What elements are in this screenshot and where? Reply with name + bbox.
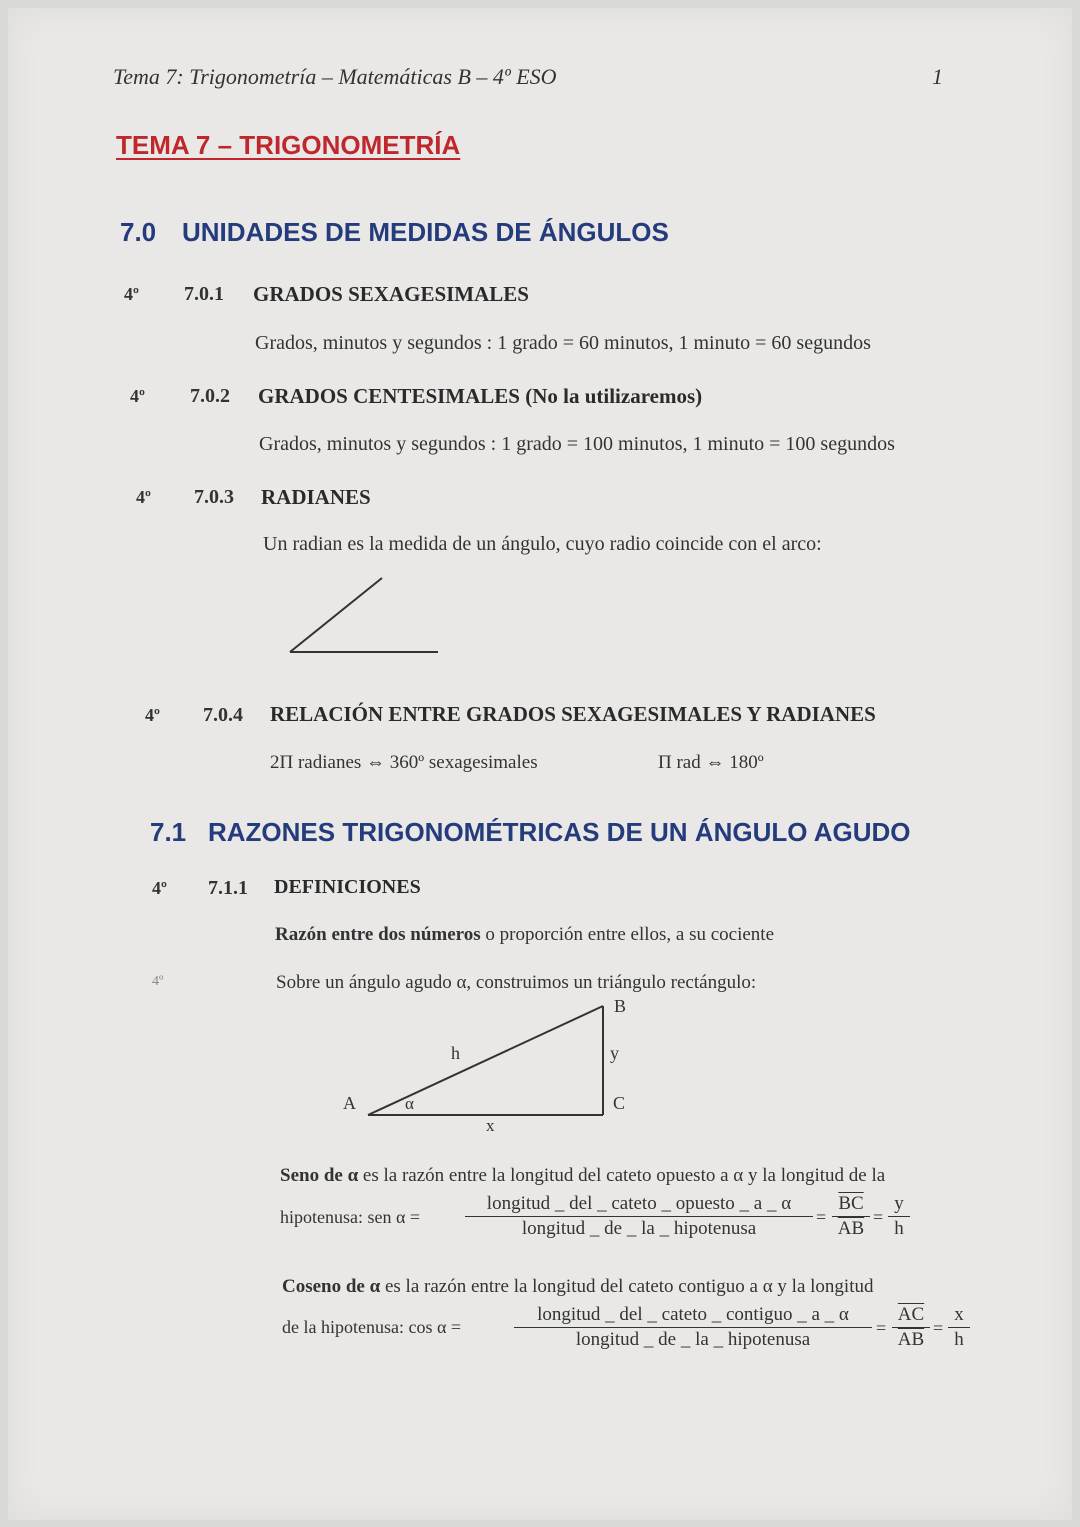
segment-ab: AB bbox=[897, 1329, 925, 1350]
radian-angle-figure bbox=[280, 570, 450, 665]
segment-bc: $\overline{BC}$ bbox=[832, 1193, 870, 1217]
page-number: 1 bbox=[932, 64, 943, 89]
equals-sign: = bbox=[876, 1318, 887, 1338]
cosine-description: es la razón entre la longitud del cateto contiguo a α y la longitud bbox=[380, 1276, 874, 1297]
hypotenuse-side bbox=[368, 1006, 603, 1115]
sine-formula-lead: hipotenusa: sen α = bbox=[280, 1207, 421, 1227]
level-badge: 4º bbox=[136, 487, 151, 507]
cosine-numerator: longitud _ del _ cateto _ contiguo _ a _ α bbox=[514, 1304, 872, 1328]
sine-description: es la razón entre la longitud del cateto opuesto a α y la longitud de la bbox=[358, 1165, 886, 1186]
subsection-title: RADIANES bbox=[261, 485, 371, 509]
vertex-a-label: A bbox=[343, 1093, 356, 1113]
subsection-number: 7.0.2 bbox=[190, 385, 230, 407]
angle-ray bbox=[290, 578, 382, 652]
sine-variable-fraction bbox=[888, 1193, 910, 1240]
ratio-definition bbox=[275, 924, 774, 946]
relation-pi-180: Π rad ⇔ 180º bbox=[658, 752, 764, 773]
subsection-title: RELACIÓN ENTRE GRADOS SEXAGESIMALES Y RADIANES bbox=[270, 702, 876, 726]
subsection-number: 7.1.1 bbox=[208, 877, 248, 899]
level-badge: 4º bbox=[130, 386, 145, 406]
equals-sign: = bbox=[816, 1207, 827, 1227]
centesimal-definition: Grados, minutos y segundos : 1 grado = 100 minutos, 1 minuto = 100 segundos bbox=[259, 433, 895, 455]
subsection-title: GRADOS SEXAGESIMALES bbox=[253, 282, 529, 306]
subsection-number: 7.0.3 bbox=[194, 486, 234, 508]
subsection-number: 7.0.4 bbox=[203, 704, 243, 726]
sine-segment-fraction bbox=[832, 1193, 870, 1240]
cosine-variable-fraction bbox=[948, 1304, 970, 1351]
segment-ac: $\overline{AC}$ bbox=[892, 1304, 930, 1328]
cosine-word-fraction bbox=[514, 1304, 872, 1351]
cosine-definition bbox=[282, 1276, 873, 1298]
section-7-0-number: 7.0 bbox=[120, 217, 157, 247]
sine-var-den: h bbox=[894, 1218, 904, 1239]
document-title: TEMA 7 – TRIGONOMETRÍA bbox=[116, 130, 461, 160]
subsection-title: DEFINICIONES bbox=[274, 876, 421, 898]
cosine-formula-lead: de la hipotenusa: cos α = bbox=[282, 1317, 462, 1337]
cosine-segment-fraction bbox=[892, 1304, 930, 1351]
equals-sign: = bbox=[933, 1318, 944, 1338]
cosine-var-den: h bbox=[954, 1329, 964, 1350]
cosine-denominator: longitud _ de _ la _ hipotenusa bbox=[575, 1329, 811, 1350]
segment-ab: AB bbox=[837, 1218, 865, 1239]
sine-term: Seno de α bbox=[280, 1165, 359, 1186]
opposite-label: y bbox=[610, 1043, 619, 1063]
running-header: Tema 7: Trigonometría – Matemáticas B – 4º ESO bbox=[113, 64, 557, 89]
ratio-term: Razón entre dos números bbox=[275, 924, 481, 945]
section-7-1-title: RAZONES TRIGONOMÉTRICAS DE UN ÁNGULO AGUDO bbox=[208, 817, 911, 847]
section-7-1-number: 7.1 bbox=[150, 817, 187, 847]
vertex-b-label: B bbox=[614, 996, 627, 1016]
sine-denominator: longitud _ de _ la _ hipotenusa bbox=[521, 1218, 757, 1239]
sine-word-fraction bbox=[465, 1193, 813, 1240]
cosine-var-num: x bbox=[948, 1304, 970, 1328]
level-badge: 4º bbox=[152, 878, 167, 898]
adjacent-label: x bbox=[486, 1116, 495, 1135]
hypotenuse-label: h bbox=[451, 1043, 460, 1063]
radian-definition: Un radian es la medida de un ángulo, cuyo radio coincide con el arco: bbox=[263, 533, 822, 555]
subsection-title: GRADOS CENTESIMALES (No la utilizaremos) bbox=[258, 384, 703, 408]
sexagesimal-definition: Grados, minutos y segundos : 1 grado = 60 minutos, 1 minuto = 60 segundos bbox=[255, 332, 871, 354]
cosine-term: Coseno de α bbox=[282, 1276, 381, 1297]
section-7-0-title: UNIDADES DE MEDIDAS DE ÁNGULOS bbox=[182, 217, 669, 247]
vertex-c-label: C bbox=[613, 1093, 626, 1113]
alpha-angle-label: α bbox=[405, 1094, 414, 1113]
subsection-number: 7.0.1 bbox=[184, 283, 224, 305]
sine-numerator: longitud _ del _ cateto _ opuesto _ a _ α bbox=[465, 1193, 813, 1217]
level-badge: 4º bbox=[124, 284, 139, 304]
sine-definition bbox=[280, 1165, 885, 1187]
triangle-intro: Sobre un ángulo agudo α, construimos un triángulo rectángulo: bbox=[276, 972, 757, 993]
ratio-description: o proporción entre ellos, a su cociente bbox=[480, 924, 775, 945]
sine-var-num: y bbox=[888, 1193, 910, 1217]
relation-radians-360: 2Π radianes ⇔ 360º sexagesimales bbox=[270, 752, 538, 773]
level-badge-faint: 4º bbox=[152, 974, 164, 989]
equals-sign: = bbox=[873, 1207, 884, 1227]
level-badge: 4º bbox=[145, 705, 160, 725]
